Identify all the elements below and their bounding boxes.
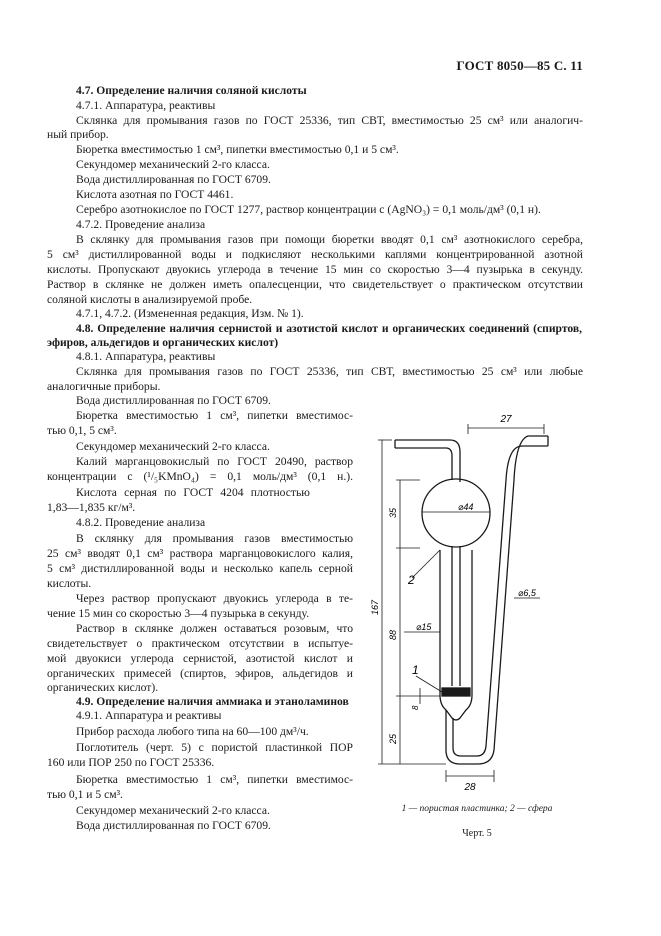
text-line: 4.8.2. Проведение анализа — [76, 516, 206, 529]
dim-8: 8 — [411, 705, 420, 710]
text-line: органических кислот). — [47, 681, 159, 694]
text-line: Бюретка вместимостью 1 см³, пипетки вместимостью 0,1 и 5 см³. — [76, 143, 399, 156]
text-line: Кислота азотная по ГОСТ 4461. — [76, 188, 234, 201]
sphere — [422, 479, 490, 547]
text-line: Секундомер механический 2-го класса. — [76, 158, 270, 171]
text-line: Секундомер механический 2-го класса. — [76, 440, 270, 453]
text-line: тью 0,1, 5 см³. — [47, 424, 117, 437]
text-line: 4.9.1. Аппаратура и реактивы — [76, 709, 222, 722]
text-line: Секундомер механический 2-го класса. — [76, 804, 270, 817]
dim-35: 35 — [388, 507, 398, 518]
text-line: 5 см³ дистиллированной воды и подкисляют несколькими каплями концентрированной азотной — [47, 248, 583, 261]
text-line: Склянка для промывания газов по ГОСТ 25336, тип СВТ, вместимостью 25 см³ или любые — [76, 365, 583, 378]
dim-27: 27 — [500, 414, 512, 425]
text-line: Вода дистиллированная по ГОСТ 6709. — [76, 173, 271, 186]
text-line: мой двуокиси углерода сернистой, азотистой кислот и — [47, 652, 353, 665]
absorber-drawing — [360, 400, 600, 800]
porous-plate — [442, 688, 470, 696]
text-line: 4.7. Определение наличия соляной кислоты — [76, 84, 307, 97]
text-line: Поглотитель (черт. 5) с пористой пластинкой ПОР — [76, 741, 353, 754]
text-line: Вода дистиллированная по ГОСТ 6709. — [76, 394, 271, 407]
text-line: Бюретка вместимостью 1 см³, пипетки вместимос- — [76, 409, 353, 422]
text-line: 4.7.1, 4.7.2. (Измененная редакция, Изм. № 1). — [76, 307, 304, 320]
text-line: 4.7.2. Проведение анализа — [76, 218, 206, 231]
text-line: 5 см³ дистиллированной воды и несколько капель серной — [47, 562, 353, 575]
dim-6-5: ⌀6,5 — [518, 588, 536, 598]
text-line: соляной кислоты в анализируемой пробе. — [47, 293, 253, 306]
text-line: Раствор в склянке не должен иметь опалесценции, что свидетельствует о практическом отсутствии — [47, 278, 583, 291]
text-line: 25 см³ вводят 0,1 см³ раствора марганцовокислого калия, — [47, 547, 353, 560]
text-line: Раствор в склянке должен оставаться розовым, что — [76, 622, 353, 635]
dim-167: 167 — [370, 599, 380, 615]
text-line: кислоты. Пропускают двуокись углерода в течение 15 мин со скоростью 3—4 пузырька в секунду. — [47, 263, 583, 276]
text-line: 160 или ПОР 250 по ГОСТ 25336. — [47, 756, 215, 769]
text-line: чение 15 мин со скоростью 3—4 пузырька в секунду. — [47, 607, 310, 620]
text-line: Вода дистиллированная по ГОСТ 6709. — [76, 819, 271, 832]
text-line: 4.8.1. Аппаратура, реактивы — [76, 350, 216, 363]
text-line: Серебро азотнокислое по ГОСТ 1277, раствор концентрации c (AgNO₃) = 0,1 моль/дм³ (0,1 н). — [76, 203, 541, 216]
dim-88: 88 — [388, 629, 398, 640]
text-line: В склянку для промывания газов при помощи бюретки вводят 0,1 см³ азотнокислого серебра, — [76, 233, 583, 246]
text-line: свидетельствует о практическом отсутствии в испытуе- — [47, 637, 353, 650]
text-line: аналогичные приборы. — [47, 380, 161, 393]
label-1-porous-plate: 1 — [412, 663, 419, 677]
text-line: В склянку для промывания газов вместимостью — [76, 532, 353, 545]
text-line: 4.7.1. Аппаратура, реактивы — [76, 99, 216, 112]
dim-28: 28 — [464, 782, 476, 793]
text-line: Прибор расхода любого типа на 60—100 дм³/ч. — [76, 725, 309, 738]
text-line: ный прибор. — [47, 128, 109, 141]
dim-44: ⌀44 — [458, 502, 474, 512]
text-line: кислоты. — [47, 577, 92, 590]
text-line: 4.9. Определение наличия аммиака и этаноламинов — [76, 695, 349, 708]
text-line: Склянка для промывания газов по ГОСТ 25336, тип СВТ, вместимостью 25 см³ или аналогич- — [76, 114, 583, 127]
figure-gas-absorber — [360, 400, 600, 805]
dim-15: ⌀15 — [416, 622, 432, 632]
text-line: Через раствор пропускают двуокись углерода в те- — [76, 592, 353, 605]
text-line: Калий марганцовокислый по ГОСТ 20490, раствор — [76, 455, 353, 468]
figure-title: Черт. 5 — [462, 828, 492, 839]
text-line: органических примесей (спиртов, эфиров, альдегидов и — [47, 667, 353, 680]
page-header: ГОСТ 8050—85 С. 11 — [456, 58, 583, 73]
inlet-tube — [395, 440, 460, 482]
text-line: концентрации c (¹/₅KMnO₄) = 0,1 моль/дм³ (0,1 н.). — [47, 470, 353, 483]
text-line: эфиров, альдегидов и органических кислот) — [47, 336, 279, 349]
text-line: тью 0,1 и 5 см³. — [47, 788, 123, 801]
text-line: 4.8. Определение наличия сернистой и азотистой кислот и органических соединений (спиртов, — [76, 322, 583, 335]
label-2-sphere: 2 — [408, 573, 415, 587]
text-line: 1,83—1,835 кг/м³. — [47, 501, 136, 514]
dim-25: 25 — [388, 733, 398, 744]
text-line: Бюретка вместимостью 1 см³, пипетки вместимос- — [76, 773, 353, 786]
figure-caption: 1 — пористая пластинка; 2 — сфера — [401, 804, 553, 814]
text-line: Кислота серная по ГОСТ 4204 плотностью — [76, 486, 310, 499]
